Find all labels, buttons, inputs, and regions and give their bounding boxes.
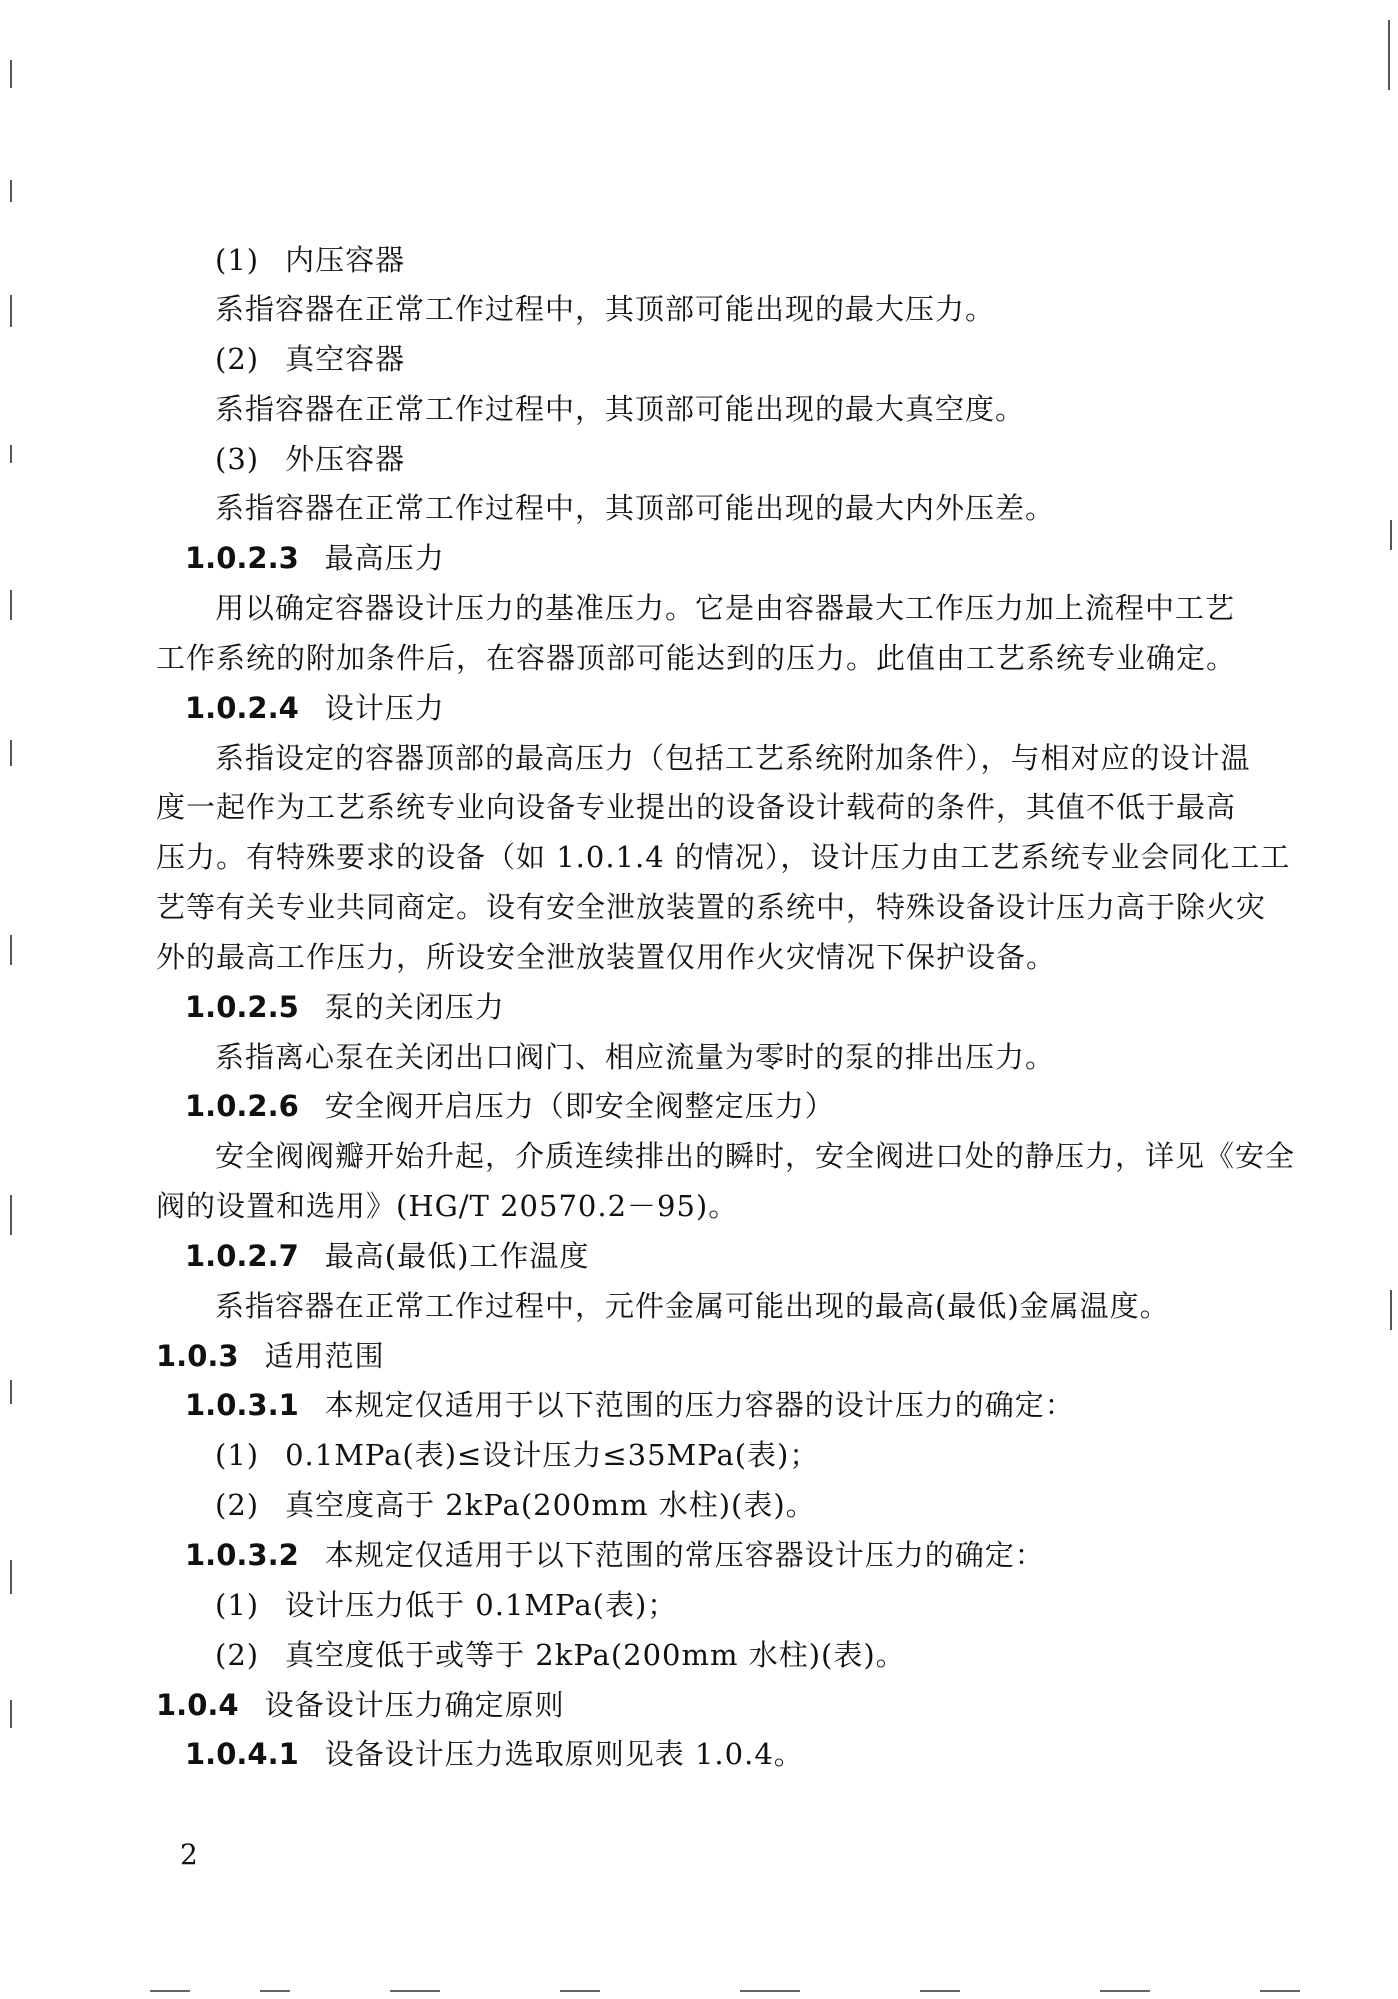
list-item: (1) 0.1MPa(表)≤设计压力≤35MPa(表)； [215, 1438, 820, 1472]
scan-artifact [150, 1990, 190, 1992]
list-item: (1) 设计压力低于 0.1MPa(表)； [215, 1588, 678, 1622]
page-number: 2 [180, 1838, 198, 1871]
scan-artifact [10, 935, 12, 965]
section-heading: 1.0.2.4 设计压力 [185, 691, 445, 725]
scan-artifact [10, 445, 12, 463]
section-heading: 1.0.3 适用范围 [156, 1339, 385, 1373]
section-heading: 1.0.4 设备设计压力确定原则 [156, 1688, 565, 1722]
scan-artifact [390, 1990, 440, 1992]
scan-artifact [10, 295, 12, 327]
scan-artifact [10, 590, 12, 620]
paragraph-line: 工作系统的附加条件后，在容器顶部可能达到的压力。此值由工艺系统专业确定。 [156, 641, 1237, 675]
scan-artifact [10, 60, 12, 88]
section-heading: 1.0.3.1 本规定仅适用于以下范围的压力容器的设计压力的确定： [185, 1388, 1075, 1422]
paragraph-line: 压力。有特殊要求的设备（如 1.0.1.4 的情况），设计压力由工艺系统专业会同化工工 [156, 840, 1291, 874]
scan-artifact [1260, 1990, 1300, 1992]
scan-artifact [10, 1560, 12, 1594]
paragraph-line: 艺等有关专业共同商定。设有安全泄放装置的系统中，特殊设备设计压力高于除火灾 [156, 890, 1267, 924]
list-item: (1) 内压容器 [215, 243, 406, 277]
section-heading: 1.0.2.5 泵的关闭压力 [185, 990, 505, 1024]
paragraph-line: 外的最高工作压力，所设安全泄放装置仅用作火灾情况下保护设备。 [156, 940, 1057, 974]
scan-artifact [1390, 520, 1392, 550]
scan-artifact [10, 180, 12, 202]
list-item: (2) 真空度低于或等于 2kPa(200mm 水柱)(表)。 [215, 1638, 906, 1672]
paragraph-line: 度一起作为工艺系统专业向设备专业提出的设备设计载荷的条件，其值不低于最高 [156, 790, 1237, 824]
paragraph-line: 阀的设置和选用》(HG/T 20570.2－95)。 [156, 1189, 739, 1223]
scan-artifact [740, 1990, 800, 1992]
scan-artifact [560, 1990, 600, 1992]
paragraph-line: 系指容器在正常工作过程中，元件金属可能出现的最高(最低)金属温度。 [215, 1289, 1170, 1323]
paragraph-line: 用以确定容器设计压力的基准压力。它是由容器最大工作压力加上流程中工艺 [215, 591, 1236, 625]
scan-artifact [10, 1195, 12, 1235]
scan-artifact [1388, 20, 1390, 90]
scan-artifact [260, 1990, 290, 1992]
list-item: (2) 真空容器 [215, 342, 406, 376]
section-heading: 1.0.2.3 最高压力 [185, 541, 445, 575]
paragraph-line: 系指设定的容器顶部的最高压力（包括工艺系统附加条件），与相对应的设计温 [215, 741, 1251, 775]
scan-artifact [10, 740, 12, 766]
section-heading: 1.0.2.6 安全阀开启压力（即安全阀整定压力） [185, 1089, 835, 1123]
section-heading: 1.0.3.2 本规定仅适用于以下范围的常压容器设计压力的确定： [185, 1538, 1045, 1572]
section-heading: 1.0.4.1 设备设计压力选取原则见表 1.0.4。 [185, 1737, 804, 1771]
scan-artifact [1100, 1990, 1150, 1992]
paragraph-line: 系指容器在正常工作过程中，其顶部可能出现的最大真空度。 [215, 392, 1026, 426]
scan-artifact [1390, 1290, 1392, 1330]
list-item: (2) 真空度高于 2kPa(200mm 水柱)(表)。 [215, 1488, 816, 1522]
paragraph-line: 系指容器在正常工作过程中，其顶部可能出现的最大压力。 [215, 292, 996, 326]
section-heading: 1.0.2.7 最高(最低)工作温度 [185, 1239, 590, 1273]
paragraph-line: 系指离心泵在关闭出口阀门、相应流量为零时的泵的排出压力。 [215, 1040, 1056, 1074]
paragraph-line: 系指容器在正常工作过程中，其顶部可能出现的最大内外压差。 [215, 491, 1056, 525]
scan-artifact [10, 1700, 12, 1728]
scan-artifact [10, 1380, 12, 1404]
list-item: (3) 外压容器 [215, 442, 406, 476]
paragraph-line: 安全阀阀瓣开始升起，介质连续排出的瞬时，安全阀进口处的静压力，详见《安全 [215, 1139, 1296, 1173]
scan-artifact [920, 1990, 960, 1992]
